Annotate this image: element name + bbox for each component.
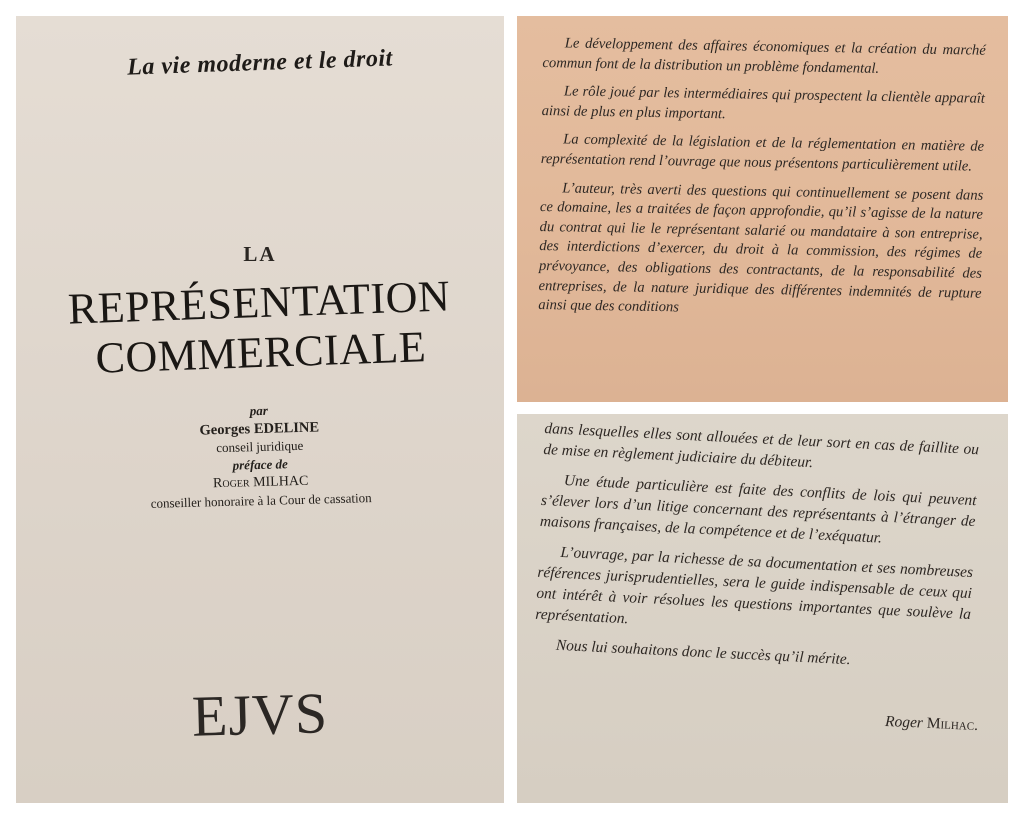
signature-first-name: Roger [884, 712, 924, 732]
preface-author-name: Roger MILHAC [212, 473, 309, 492]
author-name: Georges EDELINE [199, 419, 320, 439]
preface-text-bottom [533, 418, 979, 685]
preface-paragraph: Nous lui souhaitons donc le succès qu’il mérite. [555, 636, 851, 669]
signature-last-name: Milhac. [926, 714, 979, 735]
publisher-logo: EJVS [191, 680, 329, 749]
author-role: conseil juridique [216, 437, 304, 456]
preface-paragraph: Une étude particulière est faite des conflits de lois qui peuvent s’élever lors d’un litige concernant des représentants à l’étranger de maisons françaises, de la compétence et de l’exéquatur. [539, 472, 977, 547]
by-label: par [249, 402, 269, 419]
preface-paragraph: La complexité de la législation et de la réglementation en matière de représentation rend l’ouvrage que nous présentons particulièrement utile. [540, 131, 985, 175]
book-title-line-1: REPRÉSENTATION [67, 271, 452, 334]
preface-paragraph: L’ouvrage, par la richesse de sa documentation et ses nombreuses références jurisprudentielles, sera le guide indispensable de ceux qui ont intérêt à voir résolues les questions importantes que soulève la représentation. [534, 543, 974, 628]
preface-page-top-photo [517, 16, 1008, 402]
preface-by-label: préface de [232, 456, 289, 473]
preface-paragraph: Le rôle joué par les intermédiaires qui prospectent la clientèle apparaît ainsi de plus en plus important. [541, 83, 986, 122]
book-title [16, 270, 504, 387]
preface-paragraph: L’auteur, très averti des questions qui continuellement se posent dans ce domaine, les a traitées de façon approfondie, qu’il s’agisse de la nature du contrat qui lie le représentant salarié ou mandataire à son entreprise, des interdictions d’exercer, du droit à la commission, des régimes de prévoyance, des obligations des contractants, de la responsabilité des entreprises, de la nature juridique des différentes indemnités de rupture ainsi que des conditions [538, 179, 984, 316]
preface-continuation: dans lesquelles elles sont allouées et de leur sort en cas de faillite ou de mise en règlement judiciaire du débiteur. [543, 419, 980, 472]
preface-author-role: conseiller honoraire à la Cour de cassation [150, 490, 372, 511]
preface-text-top [538, 34, 986, 332]
title-article: LA [243, 242, 277, 266]
preface-page-bottom-photo [517, 414, 1008, 803]
title-page-photo [16, 16, 504, 803]
book-title-line-2: COMMERCIALE [94, 322, 427, 383]
preface-paragraph: Le développement des affaires économiques et la création du marché commun font de la distribution un problème fondamental. [542, 35, 986, 77]
credits-block [16, 396, 504, 517]
preface-signature [885, 713, 979, 735]
series-name: La vie moderne et le droit [126, 45, 394, 81]
